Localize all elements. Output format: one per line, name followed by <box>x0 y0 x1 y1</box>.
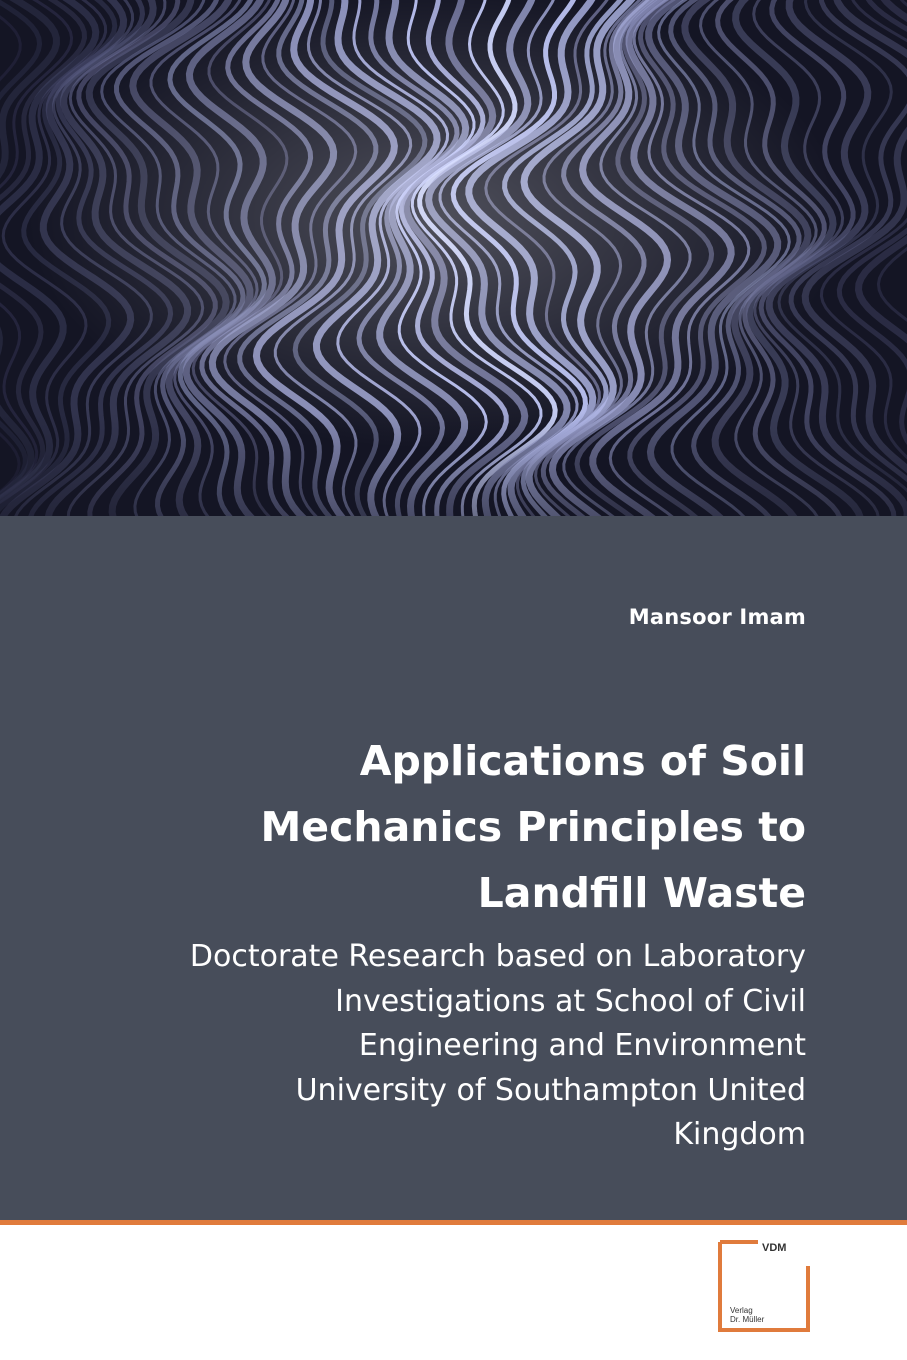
accent-stripe <box>0 1220 907 1225</box>
subtitle-line: Engineering and Environment <box>358 1028 806 1063</box>
author-name: Mansoor Imam <box>628 605 806 629</box>
logo-line-verlag: Verlag <box>730 1306 753 1315</box>
cover-artwork <box>0 0 907 516</box>
book-title <box>46 728 806 926</box>
logo-brand: VDM <box>762 1242 787 1254</box>
subtitle-line: Doctorate Research based on Laboratory <box>189 939 806 974</box>
wave-pattern-image <box>0 0 907 516</box>
subtitle-line: Investigations at School of Civil <box>335 983 806 1019</box>
publisher-logo <box>718 1240 810 1332</box>
title-line: Mechanics Principles to <box>260 803 806 851</box>
title-line: Landfill Waste <box>477 869 806 917</box>
title-line: Applications of Soil <box>359 737 806 785</box>
logo-line-muller: Dr. Müller <box>730 1315 765 1324</box>
subtitle-line: Kingdom <box>673 1117 806 1152</box>
subtitle-line: University of Southampton United <box>295 1072 806 1108</box>
book-subtitle <box>46 935 806 1158</box>
